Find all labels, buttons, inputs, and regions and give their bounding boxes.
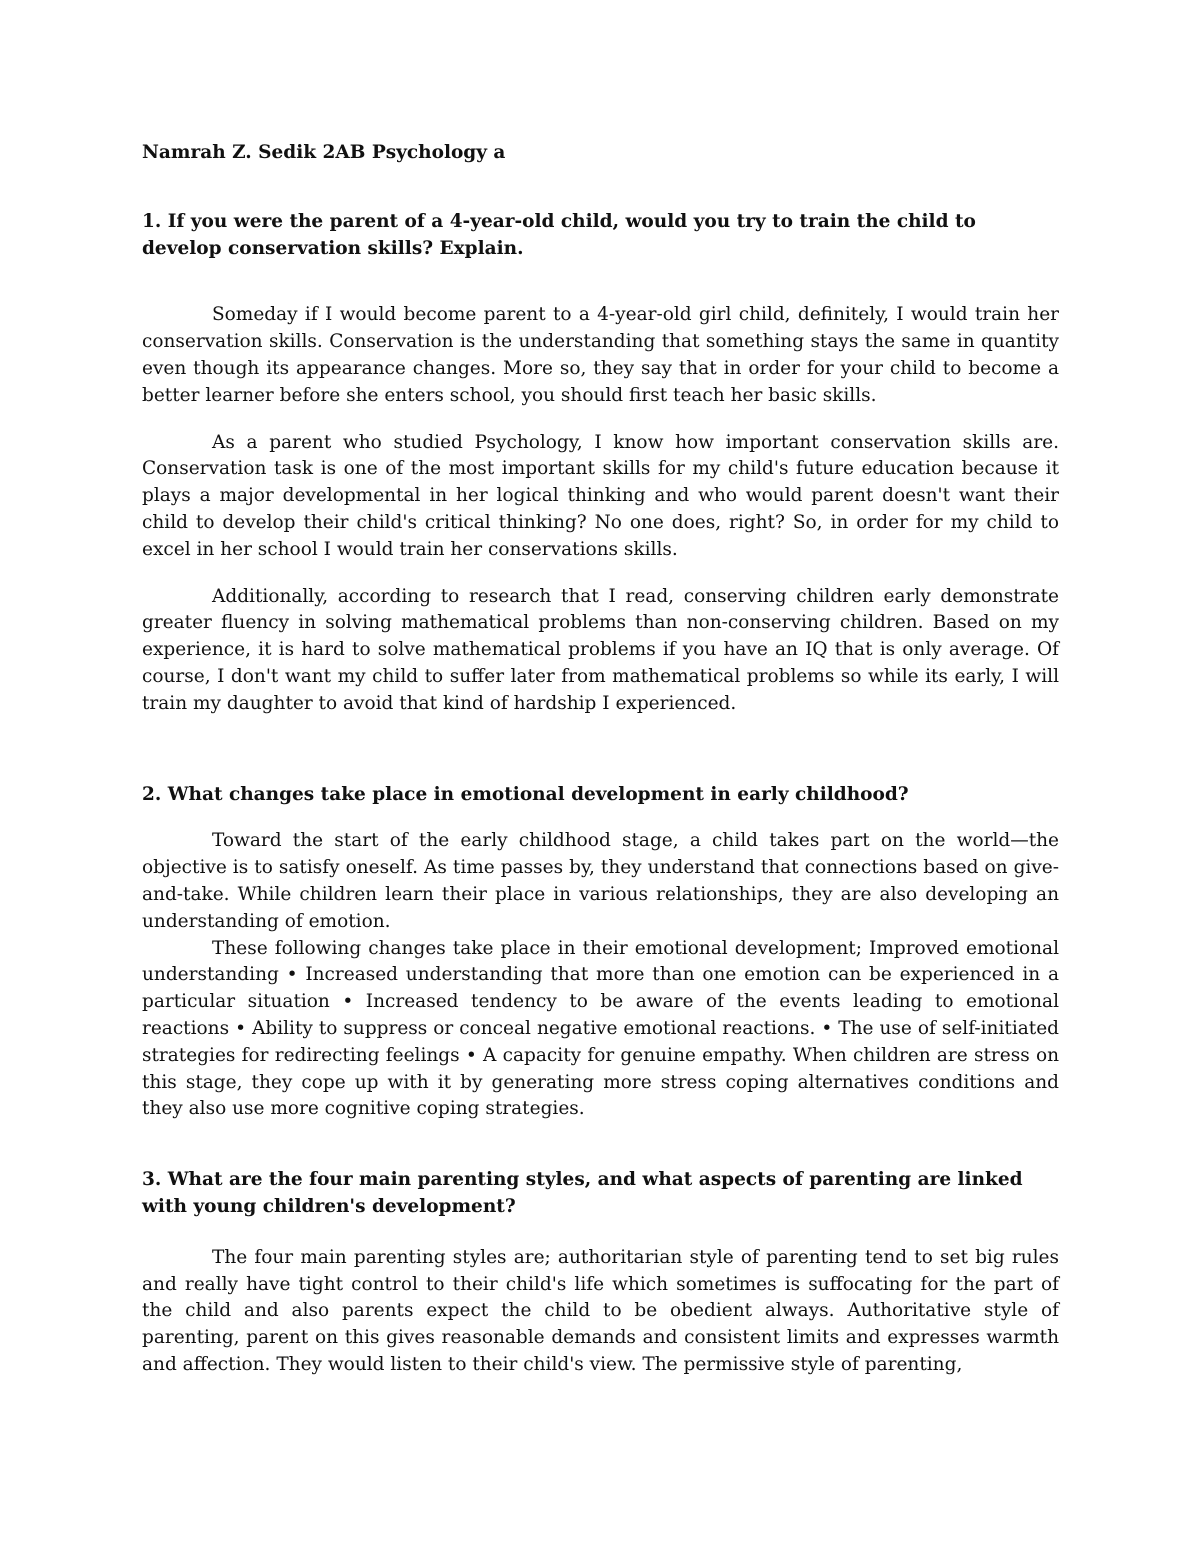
answer-3-paragraph-1: The four main parenting styles are; authoritarian style of parenting tend to set big rules and really have tight control to their child's life which sometimes is suffocating for the part of the child and also parents expect the child to be obedient always. Authoritative style of parenting, parent on this gives reasonable demands and consistent limits and expresses warmth and affection. They would listen to their child's view. The permissive style of parenting, <box>142 1246 1059 1375</box>
document-page <box>142 140 1059 1379</box>
author-line: Namrah Z. Sedik 2AB Psychology a <box>142 142 506 163</box>
answer-1-paragraph-2: As a parent who studied Psychology, I know how important conservation skills are. Conservation task is one of the most important skills for my child's future education because it plays a major developmental in her logical thinking and who would parent doesn't want their child to develop their child's critical thinking? No one does, right? So, in order for my child to excel in her school I would train her conservations skills. <box>142 431 1059 560</box>
question-2: 2. What changes take place in emotional development in early childhood? <box>142 783 909 805</box>
question-1: 1. If you were the parent of a 4-year-old child, would you try to train the child to develop conservation skills? Explain. <box>142 210 976 259</box>
answer-2-paragraph-1: Toward the start of the early childhood stage, a child takes part on the world—the objective is to satisfy oneself. As time passes by, they understand that connections based on give-and-take. While children learn their place in various relationships, they are also developing an understanding of emotion. <box>142 830 1059 932</box>
answer-1-paragraph-1: Someday if I would become parent to a 4-year-old girl child, definitely, I would train her conservation skills. Conservation is the understanding that something stays the same in quantity even though its appearance changes. More so, they say that in order for your child to become a better learner before she enters school, you should first teach her basic skills. <box>142 304 1059 406</box>
answer-2-paragraph-2: These following changes take place in their emotional development; Improved emotional understanding • Increased understanding that more than one emotion can be experienced in a particular situation • Increased tendency to be aware of the events leading to emotional reactions • Ability to suppress or conceal negative emotional reactions. • The use of self-initiated strategies for redirecting feelings • A capacity for genuine empathy. When children are stress on this stage, they cope up with it by generating more stress coping alternatives conditions and they also use more cognitive coping strategies. <box>142 937 1059 1120</box>
question-3: 3. What are the four main parenting styles, and what aspects of parenting are linked with young children's development? <box>142 1169 1023 1217</box>
answer-1-paragraph-3: Additionally, according to research that I read, conserving children early demonstrate greater fluency in solving mathematical problems than non-conserving children. Based on my experience, it is hard to solve mathematical problems if you have an IQ that is only average. Of course, I don't want my child to suffer later from mathematical problems so while its early, I will train my daughter to avoid that kind of hardship I experienced. <box>142 585 1059 714</box>
